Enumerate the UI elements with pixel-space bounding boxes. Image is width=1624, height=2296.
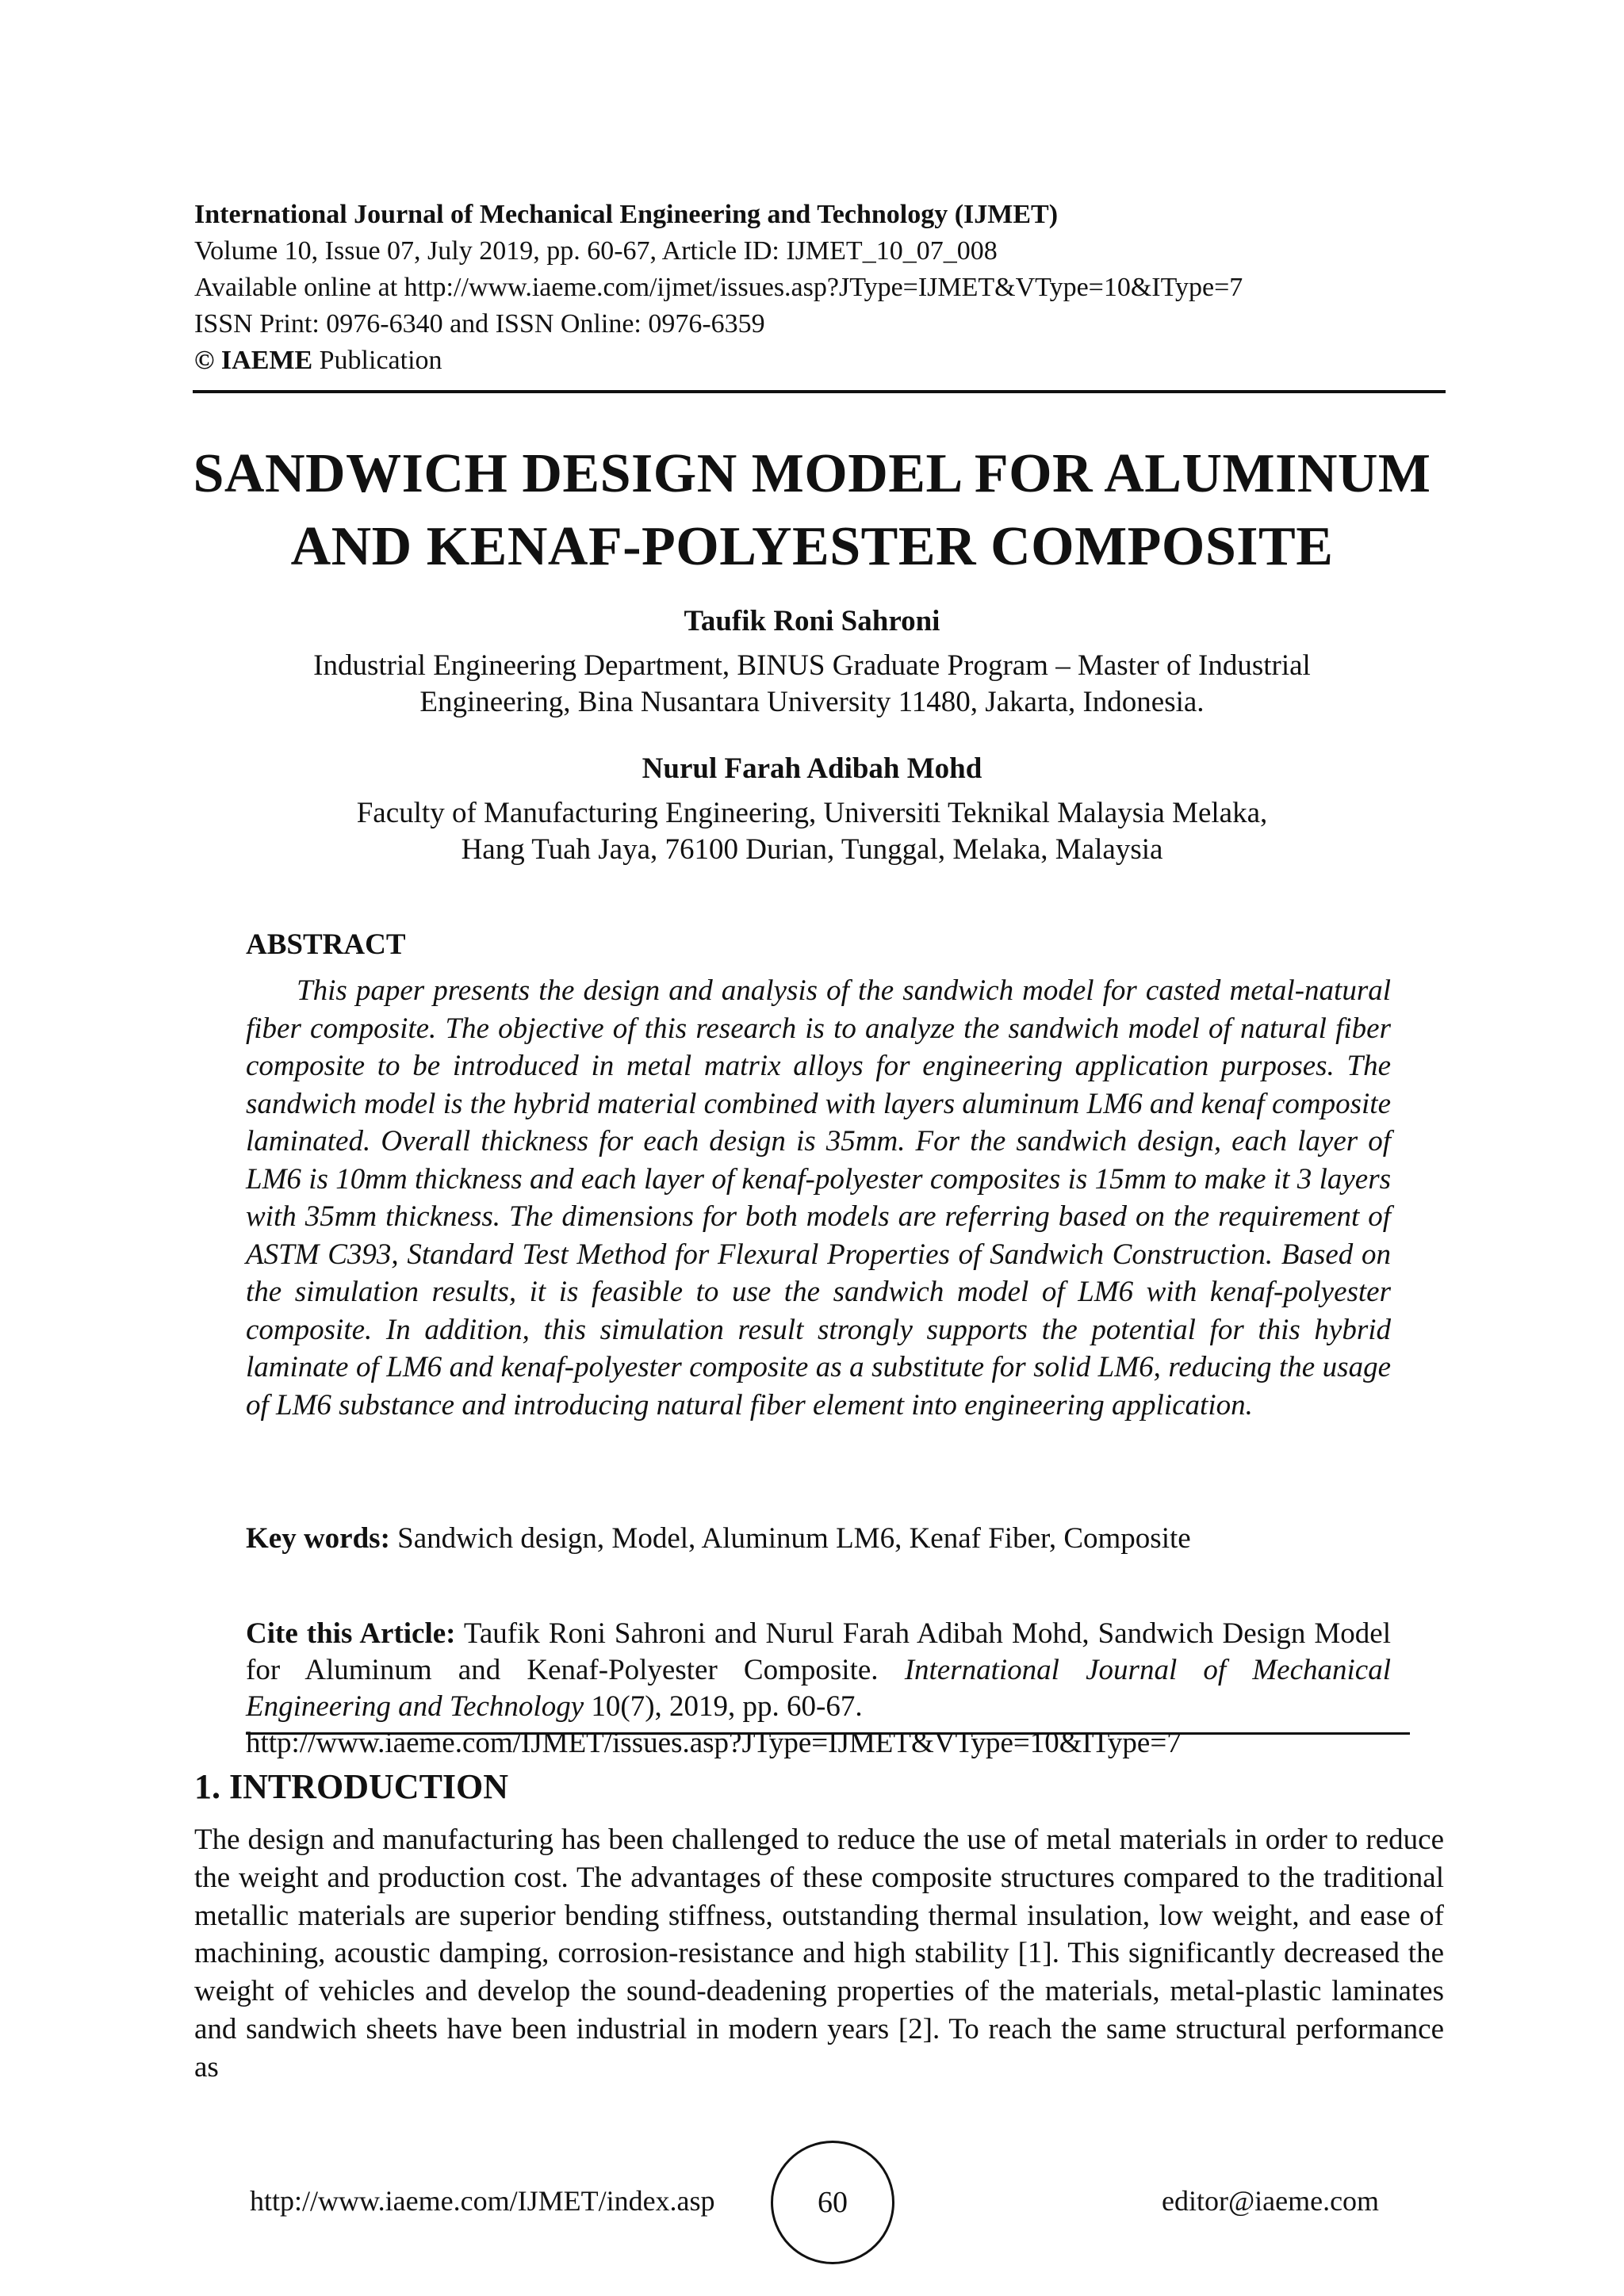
affiliation-1-line-1: Industrial Engineering Department, BINUS Graduate Program – Master of Industrial	[313, 649, 1311, 682]
author-name-2: Nurul Farah Adibah Mohd	[642, 752, 982, 785]
author-affiliation-1	[0, 648, 1624, 721]
affiliation-1-line-2: Engineering, Bina Nusantara University 11480, Jakarta, Indonesia.	[419, 686, 1205, 718]
introduction-text: The design and manufacturing has been challenged to reduce the use of metal materials in order to reduce the weight and production cost. The advantages of these composite structures compared to the traditional metallic materials are superior bending stiffness, outstanding thermal insulation, low weight, and ease of machining, acoustic damping, corrosion-resistance and high stability [1]. This significantly decreased the weight of vehicles and develop the sound-deadening properties of the materials, metal-plastic laminates and sandwich sheets have been industrial in modern years [2]. To reach the same structural performance as	[194, 1823, 1444, 2084]
section-heading-introduction: 1. INTRODUCTION	[194, 1767, 509, 1806]
title-line-1: SANDWICH DESIGN MODEL FOR ALUMINUM	[193, 443, 1431, 504]
affiliation-2-line-1: Faculty of Manufacturing Engineering, Universiti Teknikal Malaysia Melaka,	[356, 797, 1268, 829]
publisher-line	[194, 342, 1447, 379]
cite-this-article	[246, 1616, 1391, 1762]
keywords-text: Sandwich design, Model, Aluminum LM6, Kenaf Fiber, Composite	[389, 1522, 1191, 1555]
issn-info: ISSN Print: 0976-6340 and ISSN Online: 0976-6359	[194, 309, 765, 339]
keywords	[246, 1521, 1391, 1557]
page-number	[771, 2141, 894, 2264]
volume-info: Volume 10, Issue 07, July 2019, pp. 60-67, Article ID: IJMET_10_07_008	[194, 236, 998, 266]
cite-journal: International Journal of Mechanical Engineering and Technology	[246, 1654, 1391, 1723]
author-name-1: Taufik Roni Sahroni	[684, 605, 940, 637]
author-affiliation-2	[0, 795, 1624, 868]
footer-email[interactable]: editor@iaeme.com	[1162, 2185, 1380, 2217]
copyright-symbol: ©	[194, 346, 215, 375]
keywords-label: Key words:	[246, 1522, 390, 1555]
cite-link[interactable]: http://www.iaeme.com/IJMET/issues.asp?JType=IJMET&VType=10&IType=7	[246, 1727, 1182, 1759]
journal-name: International Journal of Mechanical Engineering and Technology (IJMET)	[194, 200, 1059, 229]
cite-text: Taufik Roni Sahroni and Nurul Farah Adibah Mohd, Sandwich Design Model for Aluminum and Kenaf-Polyester Composite.	[246, 1617, 1391, 1686]
affiliation-2-line-2: Hang Tuah Jaya, 76100 Durian, Tunggal, Melaka, Malaysia	[461, 833, 1163, 866]
journal-header	[194, 197, 1447, 379]
cite-divider	[246, 1732, 1410, 1735]
abstract-text: This paper presents the design and analysis of the sandwich model for casted metal-natural fiber composite. The objective of this research is to analyze the sandwich model of natural fiber composite to be introduced in metal matrix alloys for engineering application purposes. The sandwich model is the hybrid material combined with layers aluminum LM6 and kenaf composite laminated. Overall thickness for each design is 35mm. For the sandwich design, each layer of LM6 is 10mm thickness and each layer of kenaf-polyester composites is 15mm to make it 3 layers with 35mm thickness. The dimensions for both models are referring based on the requirement of ASTM C393, Standard Test Method for Flexural Properties of Sandwich Construction. Based on the simulation results, it is feasible to use the sandwich model of LM6 with kenaf-polyester composite. In addition, this simulation result strongly supports the potential for this hybrid laminate of LM6 and kenaf-polyester composite as a substitute for solid LM6, reducing the usage of LM6 substance and introducing natural fiber element into engineering application.	[246, 974, 1391, 1422]
footer-journal-link[interactable]: http://www.iaeme.com/IJMET/index.asp	[250, 2185, 715, 2217]
title-line-2: AND KENAF-POLYESTER COMPOSITE	[290, 516, 1334, 577]
paper-title	[0, 438, 1624, 584]
available-online: Available online at http://www.iaeme.com/ijmet/issues.asp?JType=IJMET&VType=10&IType=7	[194, 273, 1243, 302]
cite-label: Cite this Article:	[246, 1617, 456, 1650]
publisher-suffix: Publication	[312, 346, 442, 375]
publisher-name: IAEME	[220, 346, 313, 375]
header-divider	[193, 390, 1446, 393]
cite-tail: 10(7), 2019, pp. 60-67.	[584, 1690, 863, 1723]
abstract-heading: ABSTRACT	[246, 928, 406, 961]
page-number-value: 60	[818, 2186, 848, 2219]
